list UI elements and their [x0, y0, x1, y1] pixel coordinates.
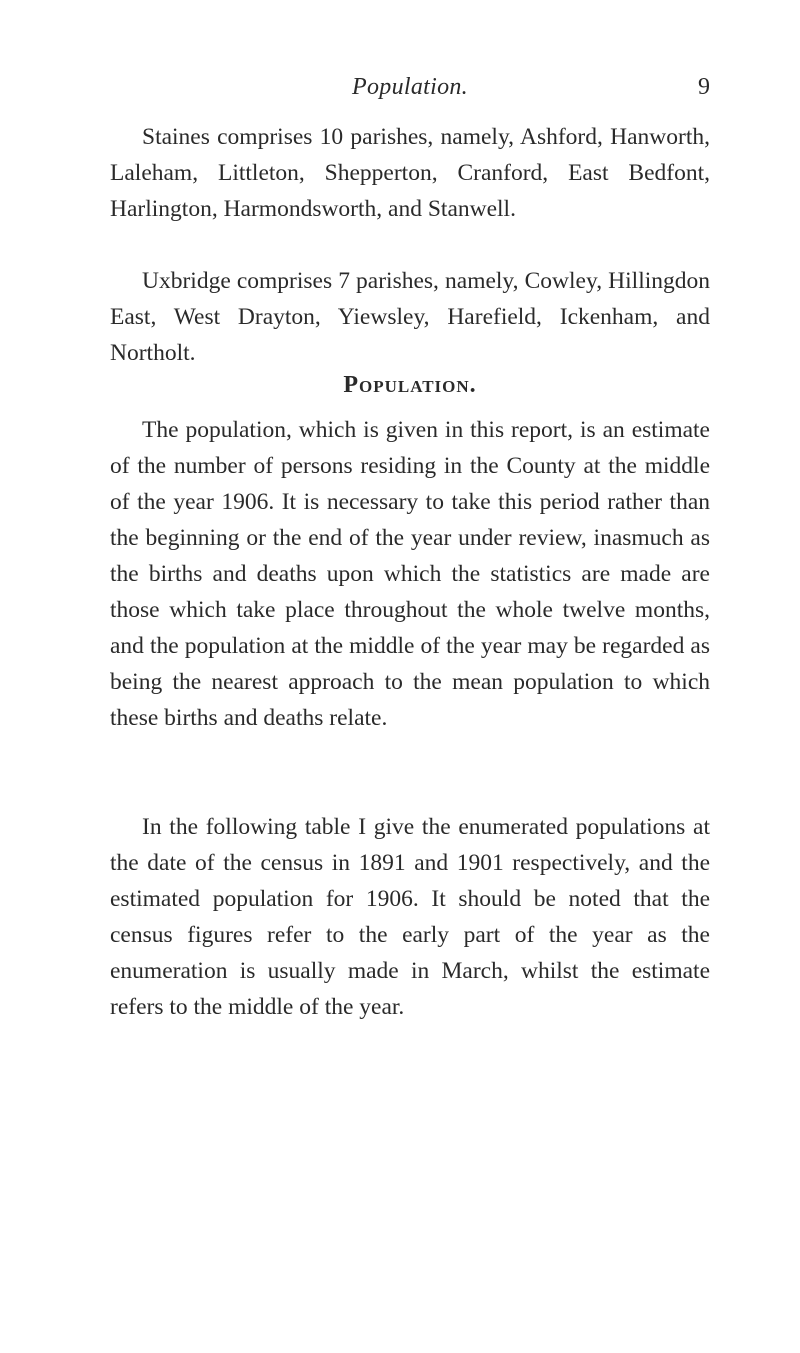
paragraph-population-estimate: The population, which is given in this report, is an estimate of the number of persons residing in the County at the middle of the year 1906. It is necessary to take this period rather than the beginning or the end of the year under review, inasmuch as the births and deaths upon which the statistics are made are those which take place throughout the whole twelve months, and the population at the middle of the year may be regarded as being the nearest approach to the mean population to which these births and deaths relate.: [110, 417, 710, 731]
paragraph-staines-parishes: Staines comprises 10 parishes, namely, Ashford, Hanworth, Laleham, Littleton, Shepperton, Cranford, East Bedfont, Harlington, Harmondsworth, and Stanwell.: [110, 124, 710, 222]
page-header: [110, 74, 710, 110]
running-title: Population.: [352, 74, 468, 100]
paragraph-uxbridge-parishes: Uxbridge comprises 7 parishes, namely, Cowley, Hillingdon East, West Drayton, Yiewsley, Harefield, Ickenham, and Northolt.: [110, 268, 710, 366]
paragraph-census-table-intro: In the following table I give the enumerated populations at the date of the census in 1891 and 1901 respectively, and the estimated population for 1906. It should be noted that the census figures refer to the early part of the year as the enumeration is usually made in March, whilst the estimate refers to the middle of the year.: [110, 814, 710, 1020]
page-number: 9: [698, 74, 710, 100]
section-heading-population: Population.: [343, 372, 477, 398]
